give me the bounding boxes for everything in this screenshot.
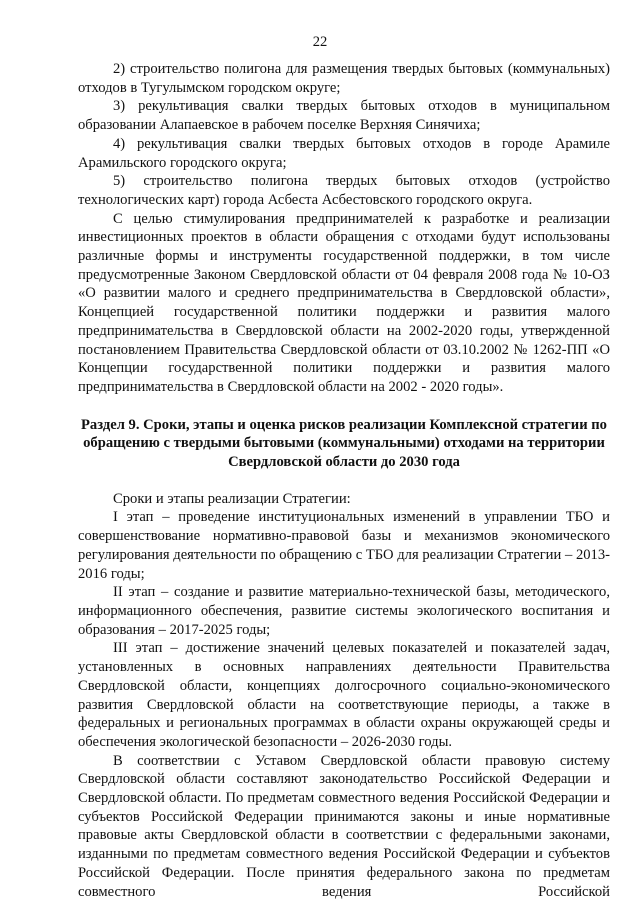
list-item: 5) строительство полигона твердых бытовых отходов (устройство технологических карт) города Асбеста Асбестовского городского округа. xyxy=(78,173,610,208)
document-body xyxy=(78,60,610,901)
stage-item: III этап – достижение значений целевых показателей и показателей задач, установленных в основных направлениях деятельности Правительства Свердловской области, концепциях долгосрочного социально-экономического развития Свердловской области на соответствующие периоды, а также в федеральных и региональных программах в области охраны окружающей среды и обеспечения экологической безопасности – 2026-2030 годы. xyxy=(78,640,610,750)
paragraph: С целью стимулирования предпринимателей к разработке и реализации инвестиционных проектов в области обращения с отходами будут использованы различные формы и инструменты государственной поддержки, в том числе предусмотренные Законом Свердловской области от 04 февраля 2008 года № 10-ОЗ «О развитии малого и среднего предпринимательства в Свердловской области», Концепцией государственной политики поддержки и развития малого предпринимательства в Свердловской области на 2002-2020 годы, утвержденной постановлением Правительства Свердловской области от 03.10.2002 № 1262-ПП «О Концепции государственной политики поддержки и развития малого предпринимательства в Свердловской области на 2002 - 2020 годы». xyxy=(78,210,610,395)
list-item: 4) рекультивация свалки твердых бытовых отходов в городе Арамиле Арамильского городского округа; xyxy=(78,135,610,171)
paragraph: Сроки и этапы реализации Стратегии: xyxy=(113,490,351,507)
stage-item: I этап – проведение институциональных изменений в управлении ТБО и совершенствование нормативно-правовой базы и механизмов экономического регулирования деятельности по обращению с ТБО для реализации Стратегии – 2013-2016 годы; xyxy=(78,509,610,582)
page-number: 22 xyxy=(312,34,328,50)
paragraph: В соответствии с Уставом Свердловской области правовую систему Свердловской области составляют законодательство Российской Федерации и Свердловской области. По предметам совместного ведения Российской Федерации и субъектов Российской Федерации принимаются законы и иные нормативные правовые акты Свердловской области в соответствии с федеральными законами, изданными по предметам совместного ведения Российской Федерации и субъектов Российской Федерации. После принятия федерального закона по предметам совместного ведения Российской xyxy=(78,752,610,900)
list-item: 2) строительство полигона для размещения твердых бытовых (коммунальных) отходов в Тугулымском городском округе; xyxy=(78,61,610,96)
stage-item: II этап – создание и развитие материально-технической базы, методического, информационного обеспечения, развитие системы экологического воспитания и образования – 2017-2025 годы; xyxy=(78,584,610,638)
list-item: 3) рекультивация свалки твердых бытовых отходов в муниципальном образовании Алапаевское в рабочем поселке Верхняя Синячиха; xyxy=(78,98,610,134)
section-heading-block xyxy=(78,416,610,472)
section-heading: Раздел 9. Сроки, этапы и оценка рисков реализации Комплексной стратегии по обращению с твердыми бытовыми (коммунальными) отходами на территории Свердловской области до 2030 года xyxy=(81,416,607,471)
